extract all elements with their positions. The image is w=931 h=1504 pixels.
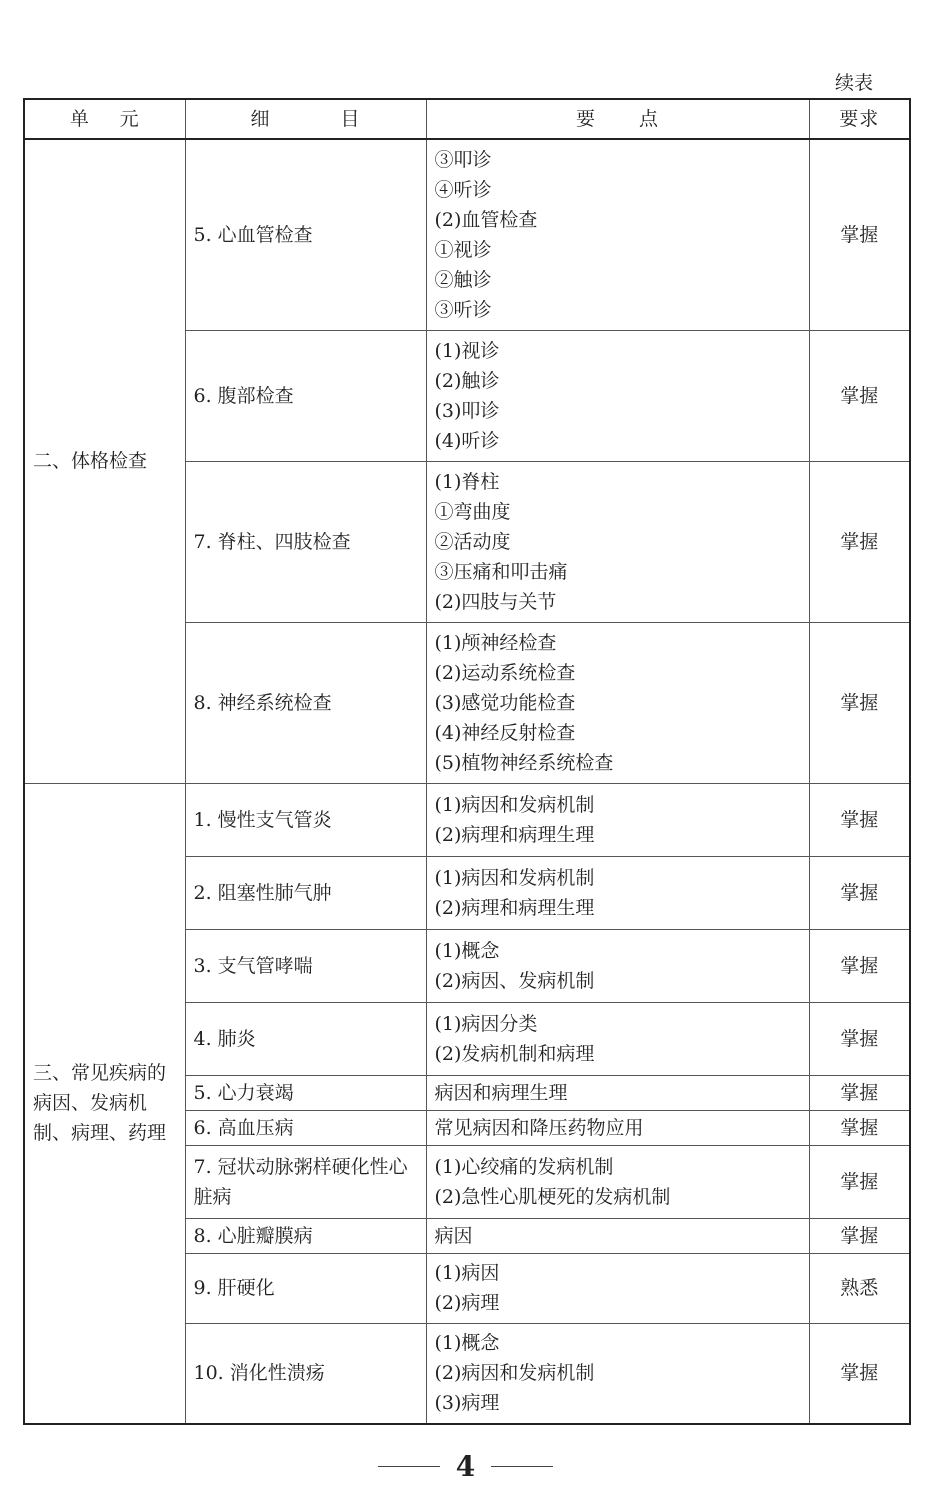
item-cell: 7. 冠状动脉粥样硬化性心脏病	[185, 1145, 426, 1218]
point-line: (2)病因、发病机制	[434, 969, 595, 992]
point-line: (1)视诊	[434, 339, 500, 362]
points-cell	[426, 461, 809, 622]
point-line: (1)病因分类	[434, 1012, 538, 1035]
item-cell: 3. 支气管哮喘	[185, 929, 426, 1002]
item-cell: 8. 心脏瓣膜病	[185, 1218, 426, 1253]
points-cell	[426, 1110, 809, 1145]
points-cell	[426, 1323, 809, 1424]
point-line: (1)病因和发病机制	[434, 793, 595, 816]
point-line: ①视诊	[434, 238, 492, 261]
points-cell	[426, 856, 809, 929]
point-line: (1)颅神经检查	[434, 631, 557, 654]
page-number: 4	[455, 1450, 476, 1483]
requirement-cell: 熟悉	[809, 1253, 910, 1323]
point-line: ④听诊	[434, 178, 492, 201]
column-header-requirement: 要求	[809, 99, 910, 139]
point-line: (3)叩诊	[434, 399, 500, 422]
requirement-cell: 掌握	[809, 856, 910, 929]
requirement-cell: 掌握	[809, 1323, 910, 1424]
points-cell	[426, 1075, 809, 1110]
point-line: (1)心绞痛的发病机制	[434, 1155, 614, 1178]
point-line: (2)发病机制和病理	[434, 1042, 595, 1065]
item-cell: 6. 高血压病	[185, 1110, 426, 1145]
unit-cell: 三、常见疾病的病因、发病机制、病理、药理	[24, 783, 185, 1424]
page-footer	[0, 1450, 931, 1483]
column-header-unit: 单 元	[24, 99, 185, 139]
points-cell	[426, 139, 809, 330]
points-cell	[426, 330, 809, 461]
point-line: (2)病理和病理生理	[434, 823, 595, 846]
requirement-cell: 掌握	[809, 1218, 910, 1253]
footer-rule-right	[491, 1466, 553, 1467]
point-line: (1)概念	[434, 1332, 500, 1355]
points-cell	[426, 1218, 809, 1253]
point-line: ③叩诊	[434, 148, 492, 171]
points-cell	[426, 622, 809, 783]
item-cell: 8. 神经系统检查	[185, 622, 426, 783]
table-row	[24, 783, 910, 856]
point-line: (2)病因和发病机制	[434, 1362, 595, 1385]
points-cell	[426, 1253, 809, 1323]
point-line: ②活动度	[434, 530, 511, 553]
point-line: (4)听诊	[434, 429, 500, 452]
point-line: 病因和病理生理	[434, 1081, 568, 1104]
item-cell: 10. 消化性溃疡	[185, 1323, 426, 1424]
item-cell: 7. 脊柱、四肢检查	[185, 461, 426, 622]
point-line: 病因	[434, 1224, 473, 1247]
points-cell	[426, 1002, 809, 1075]
item-cell: 5. 心力衰竭	[185, 1075, 426, 1110]
item-cell: 2. 阻塞性肺气肿	[185, 856, 426, 929]
point-line: (1)概念	[434, 939, 500, 962]
requirement-cell: 掌握	[809, 1075, 910, 1110]
table-row	[24, 139, 910, 330]
point-line: (1)病因	[434, 1262, 500, 1284]
requirement-cell: 掌握	[809, 330, 910, 461]
point-line: ③压痛和叩击痛	[434, 560, 568, 583]
point-line: (2)运动系统检查	[434, 661, 576, 684]
point-line: (5)植物神经系统检查	[434, 751, 614, 774]
point-line: (3)病理	[434, 1392, 500, 1415]
point-line: (4)神经反射检查	[434, 721, 576, 744]
requirement-cell: 掌握	[809, 1145, 910, 1218]
continued-label: 续表	[834, 72, 873, 94]
point-line: (2)病理和病理生理	[434, 896, 595, 919]
point-line: (3)感觉功能检查	[434, 691, 576, 714]
requirement-cell: 掌握	[809, 783, 910, 856]
item-cell: 6. 腹部检查	[185, 330, 426, 461]
point-line: ③听诊	[434, 298, 492, 321]
requirement-cell: 掌握	[809, 929, 910, 1002]
unit-cell: 二、体格检查	[24, 139, 185, 783]
footer-rule-left	[378, 1466, 440, 1467]
point-line: (2)触诊	[434, 369, 500, 392]
points-cell	[426, 783, 809, 856]
table-header-row	[24, 99, 910, 139]
point-line: (2)四肢与关节	[434, 590, 557, 613]
point-line: (1)脊柱	[434, 470, 500, 493]
item-cell: 5. 心血管检查	[185, 139, 426, 330]
point-line: (2)血管检查	[434, 208, 538, 231]
item-cell: 9. 肝硬化	[185, 1253, 426, 1323]
points-cell	[426, 929, 809, 1002]
point-line: ①弯曲度	[434, 500, 511, 523]
syllabus-table	[23, 98, 911, 1425]
requirement-cell: 掌握	[809, 1002, 910, 1075]
column-header-points: 要 点	[426, 99, 809, 139]
requirement-cell: 掌握	[809, 139, 910, 330]
item-cell: 1. 慢性支气管炎	[185, 783, 426, 856]
item-cell: 4. 肺炎	[185, 1002, 426, 1075]
point-line: 常见病因和降压药物应用	[434, 1116, 644, 1139]
point-line: ②触诊	[434, 268, 492, 291]
requirement-cell: 掌握	[809, 461, 910, 622]
point-line: (1)病因和发病机制	[434, 866, 595, 889]
requirement-cell: 掌握	[809, 622, 910, 783]
column-header-item: 细 目	[185, 99, 426, 139]
requirement-cell: 掌握	[809, 1110, 910, 1145]
point-line: (2)急性心肌梗死的发病机制	[434, 1185, 671, 1208]
point-line: (2)病理	[434, 1292, 500, 1314]
points-cell	[426, 1145, 809, 1218]
